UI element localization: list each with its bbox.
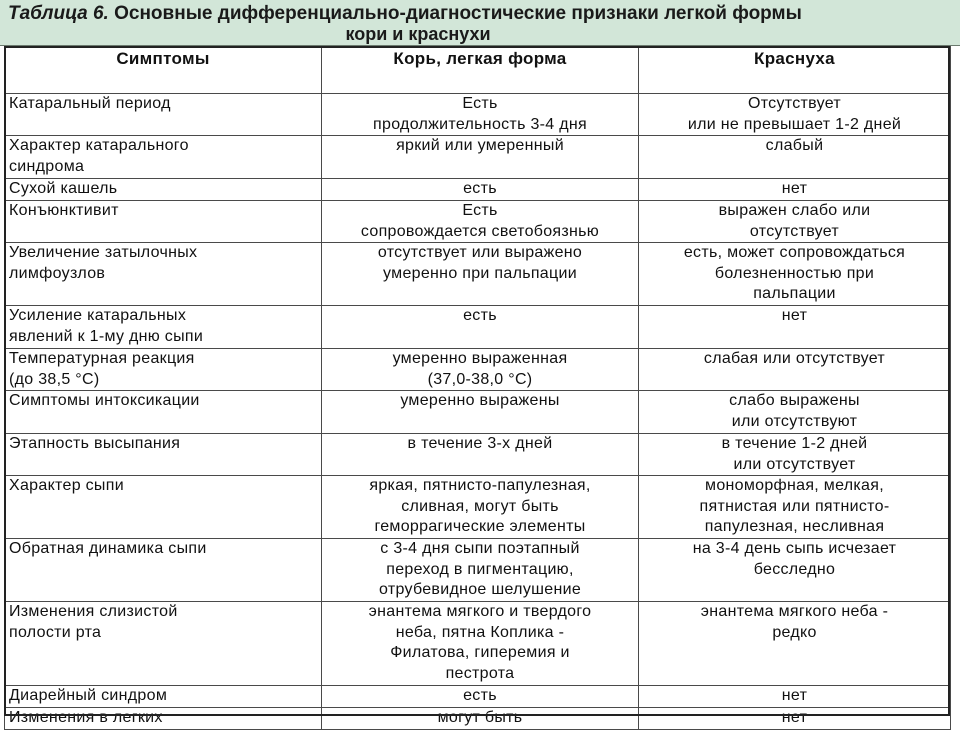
symptom-cell: Характер сыпи: [5, 476, 322, 539]
rubella-cell: нет: [639, 179, 951, 201]
symptom-cell: Изменения слизистой полости рта: [5, 602, 322, 686]
comparison-table: [4, 46, 951, 730]
measles-cell: в течение 3-х дней: [322, 434, 639, 476]
table-row: [5, 476, 951, 539]
rubella-cell: энантема мягкого неба - редко: [639, 602, 951, 686]
title-line-1: [8, 3, 802, 25]
rubella-cell: нет: [639, 686, 951, 708]
symptom-cell: Изменения в легких: [5, 708, 322, 730]
rubella-cell: нет: [639, 306, 951, 349]
rubella-cell: слабая или отсутствует: [639, 349, 951, 391]
rubella-cell: нет: [639, 708, 951, 730]
symptom-cell: Температурная реакция (до 38,5 °С): [5, 349, 322, 391]
rubella-cell: выражен слабо или отсутствует: [639, 201, 951, 243]
rubella-cell: на 3-4 день сыпь исчезает бесследно: [639, 539, 951, 602]
symptom-cell: Усиление катаральных явлений к 1-му дню сыпи: [5, 306, 322, 349]
rubella-cell: есть, может сопровождаться болезненностью при пальпации: [639, 243, 951, 306]
measles-cell: энантема мягкого и твердого неба, пятна Коплика - Филатова, гиперемия и пестрота: [322, 602, 639, 686]
header-row: [5, 47, 951, 94]
header-rubella: Краснуха: [639, 47, 951, 94]
rubella-cell: слабо выражены или отсутствуют: [639, 391, 951, 434]
table-row: [5, 434, 951, 476]
table-row: [5, 539, 951, 602]
measles-cell: яркий или умеренный: [322, 136, 639, 179]
rubella-cell: в течение 1-2 дней или отсутствует: [639, 434, 951, 476]
symptom-cell: Диарейный синдром: [5, 686, 322, 708]
table-row: [5, 201, 951, 243]
measles-cell: умеренно выражены: [322, 391, 639, 434]
measles-cell: отсутствует или выражено умеренно при пальпации: [322, 243, 639, 306]
symptom-cell: Катаральный период: [5, 94, 322, 136]
symptom-cell: Сухой кашель: [5, 179, 322, 201]
symptom-cell: Этапность высыпания: [5, 434, 322, 476]
measles-cell: умеренно выраженная (37,0-38,0 °С): [322, 349, 639, 391]
measles-cell: есть: [322, 306, 639, 349]
symptom-cell: Характер катарального синдрома: [5, 136, 322, 179]
table-row: [5, 136, 951, 179]
title-text: Основные дифференциально-диагностические признаки легкой формы: [114, 3, 802, 24]
table-row: [5, 349, 951, 391]
title-line-2: [0, 24, 960, 45]
measles-cell: могут быть: [322, 708, 639, 730]
table-row: [5, 686, 951, 708]
measles-cell: есть: [322, 686, 639, 708]
symptom-cell: Симптомы интоксикации: [5, 391, 322, 434]
table-row: [5, 602, 951, 686]
table-row: [5, 94, 951, 136]
measles-cell: яркая, пятнисто-папулезная, сливная, могут быть геморрагические элементы: [322, 476, 639, 539]
title-label: Таблица 6.: [8, 3, 109, 24]
header-symptoms: Симптомы: [5, 47, 322, 94]
table-row: [5, 243, 951, 306]
measles-cell: Есть продолжительность 3-4 дня: [322, 94, 639, 136]
table-row: [5, 708, 951, 730]
table-row: [5, 306, 951, 349]
header-measles: Корь, легкая форма: [322, 47, 639, 94]
measles-cell: Есть сопровождается светобоязнью: [322, 201, 639, 243]
rubella-cell: Отсутствует или не превышает 1-2 дней: [639, 94, 951, 136]
symptom-cell: Обратная динамика сыпи: [5, 539, 322, 602]
rubella-cell: мономорфная, мелкая, пятнистая или пятнисто- папулезная, несливная: [639, 476, 951, 539]
symptom-cell: Увеличение затылочных лимфоузлов: [5, 243, 322, 306]
table-row: [5, 391, 951, 434]
title-text-line2: кори и краснухи: [345, 24, 491, 44]
table-title: [0, 0, 960, 46]
measles-cell: есть: [322, 179, 639, 201]
symptom-cell: Конъюнктивит: [5, 201, 322, 243]
measles-cell: с 3-4 дня сыпи поэтапный переход в пигментацию, отрубевидное шелушение: [322, 539, 639, 602]
rubella-cell: слабый: [639, 136, 951, 179]
table-row: [5, 179, 951, 201]
